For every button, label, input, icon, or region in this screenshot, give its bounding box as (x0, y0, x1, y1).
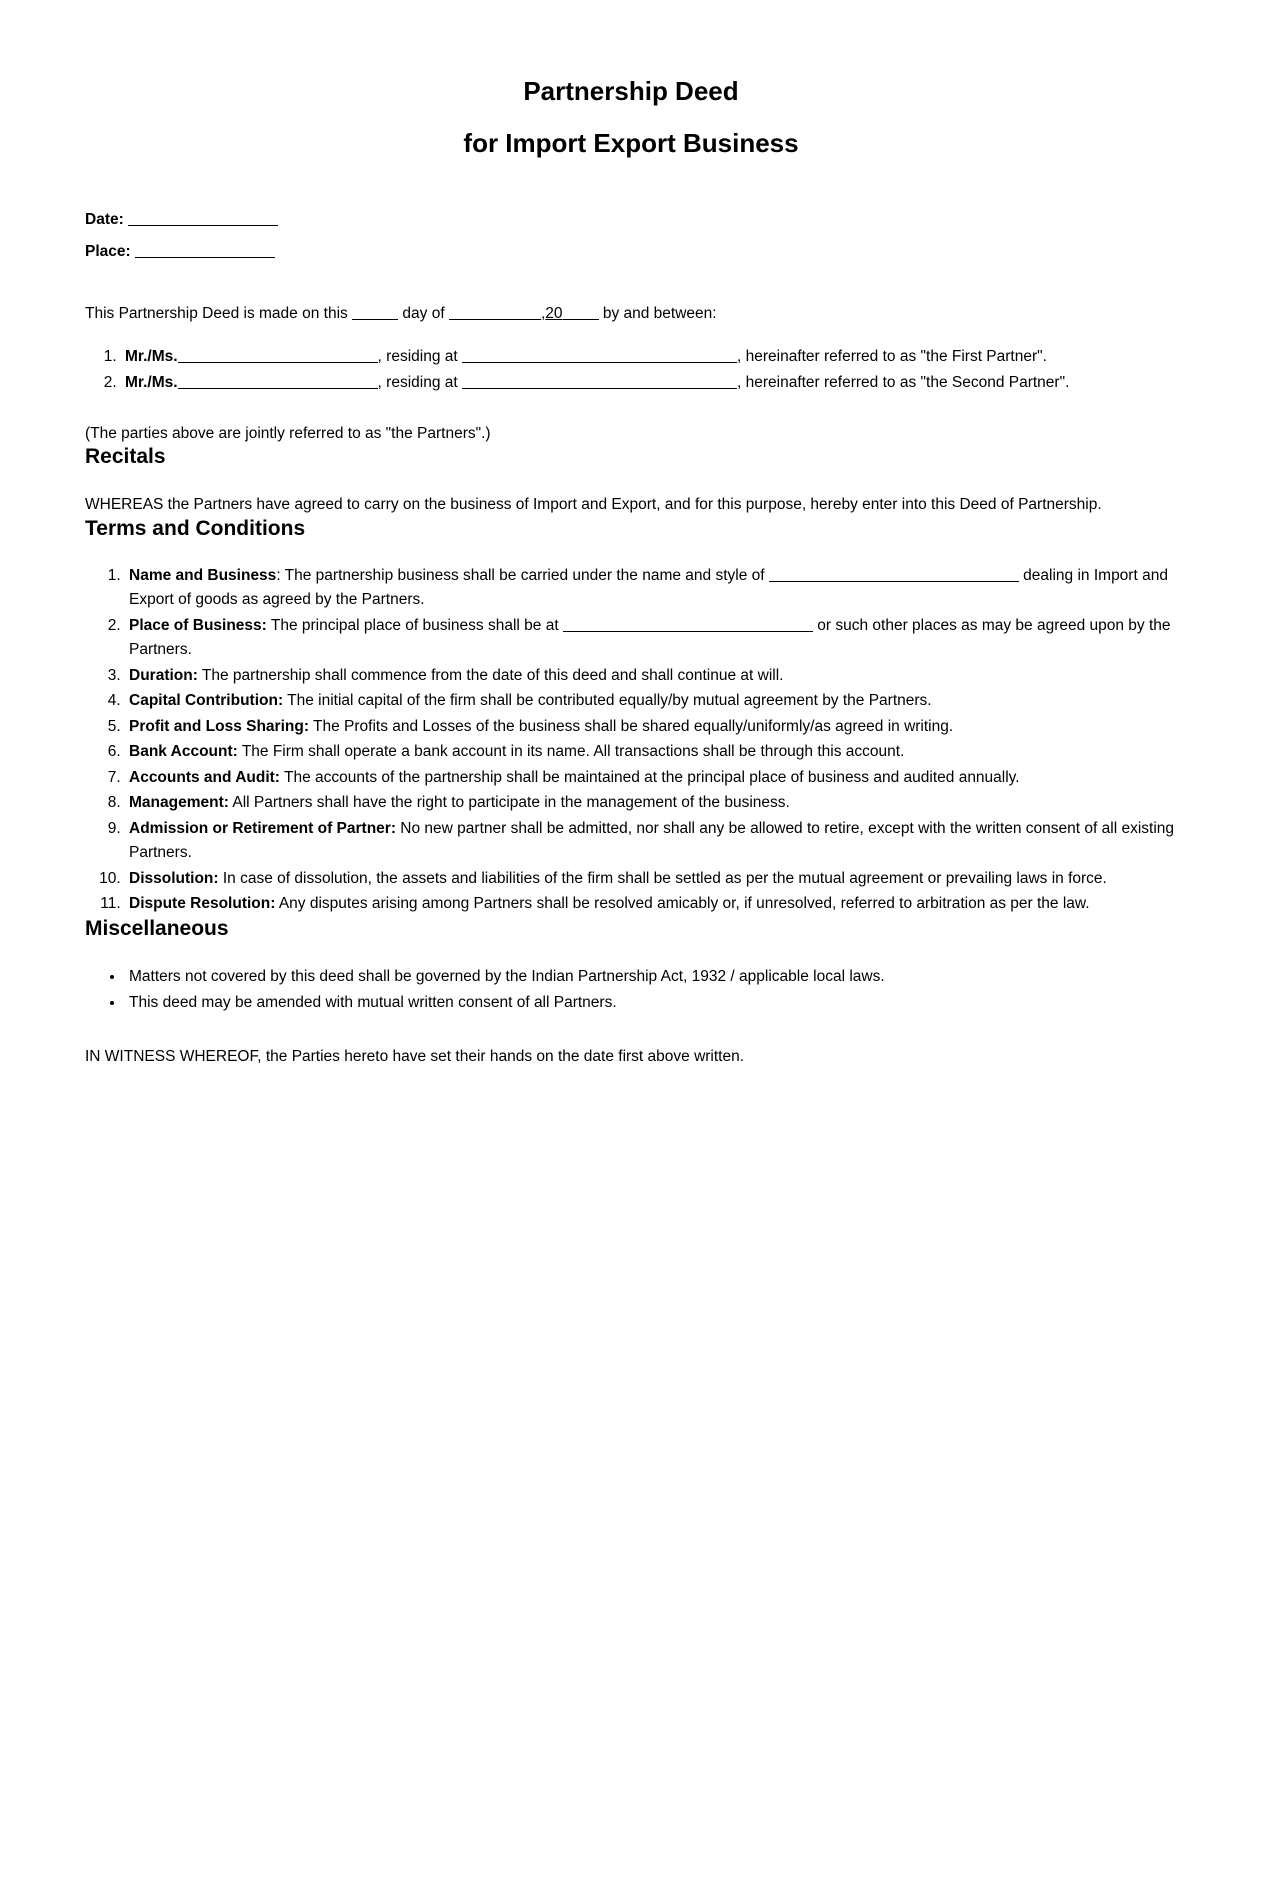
document-title-line-1: Partnership Deed (523, 76, 739, 106)
miscellaneous-list (85, 965, 1177, 1017)
term-text: In case of dissolution, the assets and liabilities of the firm shall be settled as per the mutual agreement or prevailing laws in force. (218, 869, 1107, 887)
list-item (125, 867, 1177, 891)
term-label: Place of Business: (129, 616, 267, 634)
list-item (125, 791, 1177, 815)
party-1-tail: , hereinafter referred to as "the First Partner". (737, 348, 1047, 366)
party-2-name-blank[interactable] (178, 388, 378, 389)
place-label: Place: (85, 242, 131, 260)
term-text: The Profits and Losses of the business shall be shared equally/uniformly/as agreed in writing. (308, 717, 954, 735)
list-item (121, 345, 1177, 369)
term-text: The initial capital of the firm shall be contributed equally/by mutual agreement by the Partners. (283, 692, 932, 710)
term-text: All Partners shall have the right to participate in the management of the business. (228, 794, 790, 812)
place-input-blank[interactable] (135, 257, 275, 258)
terms-heading: Terms and Conditions (85, 516, 306, 540)
intro-text-day-of: day of (402, 305, 445, 322)
term-label: Duration: (129, 666, 198, 684)
day-input-blank[interactable] (352, 319, 398, 320)
term-text: Any disputes arising among Partners shall be resolved amicably or, if unresolved, referred to arbitration as per the law. (275, 894, 1090, 912)
term-text: The principal place of business shall be at (266, 616, 563, 634)
term-text: The partnership shall commence from the date of this deed and shall continue at will. (197, 666, 784, 684)
party-1-address-blank[interactable] (462, 362, 737, 363)
intro-text-after-year: by and between: (602, 305, 717, 322)
intro-text-before-day: This Partnership Deed is made on this (85, 305, 348, 322)
list-item: • This deed may be amended with mutual written consent of all Partners. (125, 991, 1177, 1016)
party-2-salutation: Mr./Ms. (125, 374, 178, 392)
place-field-row (85, 244, 1177, 260)
party-1-name-blank[interactable] (178, 362, 378, 363)
list-item (125, 564, 1177, 613)
month-input-blank[interactable] (449, 319, 541, 320)
term-label: Admission or Retirement of Partner: (129, 819, 396, 837)
list-item (125, 892, 1177, 916)
party-1-salutation: Mr./Ms. (125, 348, 178, 366)
list-item (125, 664, 1177, 688)
list-item (125, 614, 1177, 663)
list-item (125, 689, 1177, 713)
date-input-blank[interactable] (128, 225, 278, 226)
terms-list (85, 564, 1177, 917)
date-label: Date: (85, 211, 124, 228)
list-item (125, 740, 1177, 764)
document-content (85, 0, 1177, 1069)
party-2-tail: , hereinafter referred to as "the Second Partner". (737, 374, 1070, 392)
term-text: The accounts of the partnership shall be maintained at the principal place of business and audited annually. (279, 768, 1020, 786)
witness-paragraph: IN WITNESS WHEREOF, the Parties hereto have set their hands on the date first above written. (85, 1048, 745, 1066)
term-text: The partnership business shall be carried under the name and style of (280, 566, 769, 584)
intro-comma: , (540, 305, 546, 322)
term-text: The Firm shall operate a bank account in its name. All transactions shall be through this account. (237, 743, 905, 761)
intro-year-prefix: 20 (545, 305, 563, 322)
term-1-input-blank[interactable] (769, 581, 1019, 582)
term-label: Accounts and Audit: (129, 768, 280, 786)
parties-note: (The parties above are jointly referred to as "the Partners".) (85, 424, 491, 442)
list-item (125, 715, 1177, 739)
document-title-line-2: for Import Export Business (463, 128, 799, 158)
party-2-residing-label: , residing at (377, 374, 458, 392)
date-place-block (85, 212, 1177, 259)
term-text-tail: or such other places as may be agreed upon by the Partners. (129, 616, 1171, 659)
term-label-suffix: : (276, 566, 281, 584)
date-field-row (85, 212, 1177, 228)
recitals-heading: Recitals (85, 445, 166, 469)
term-label: Profit and Loss Sharing: (129, 717, 309, 735)
term-text-tail: dealing in Import and Export of goods as agreed by the Partners. (129, 566, 1168, 609)
term-label: Capital Contribution: (129, 692, 284, 710)
term-label: Management: (129, 794, 229, 812)
term-text: No new partner shall be admitted, nor shall any be allowed to retire, except with the written consent of all existing Partners. (129, 819, 1174, 862)
miscellaneous-heading: Miscellaneous (85, 917, 229, 941)
parties-list (85, 345, 1177, 394)
recitals-paragraph: WHEREAS the Partners have agreed to carry on the business of Import and Export, and for this purpose, hereby enter into this Deed of Partnership. (85, 496, 1102, 514)
term-label: Bank Account: (129, 743, 238, 761)
term-label: Dispute Resolution: (129, 894, 276, 912)
term-label: Name and Business (129, 566, 277, 584)
year-input-blank[interactable] (563, 319, 599, 320)
party-1-residing-label: , residing at (377, 348, 458, 366)
list-item (125, 817, 1177, 866)
list-item (121, 371, 1177, 395)
list-item (125, 766, 1177, 790)
list-item: • Matters not covered by this deed shall be governed by the Indian Partnership Act, 1932 / applicable local laws. (125, 965, 1177, 990)
intro-paragraph (85, 303, 1177, 325)
term-2-input-blank[interactable] (563, 631, 813, 632)
term-label: Dissolution: (129, 869, 219, 887)
party-2-address-blank[interactable] (462, 388, 737, 389)
